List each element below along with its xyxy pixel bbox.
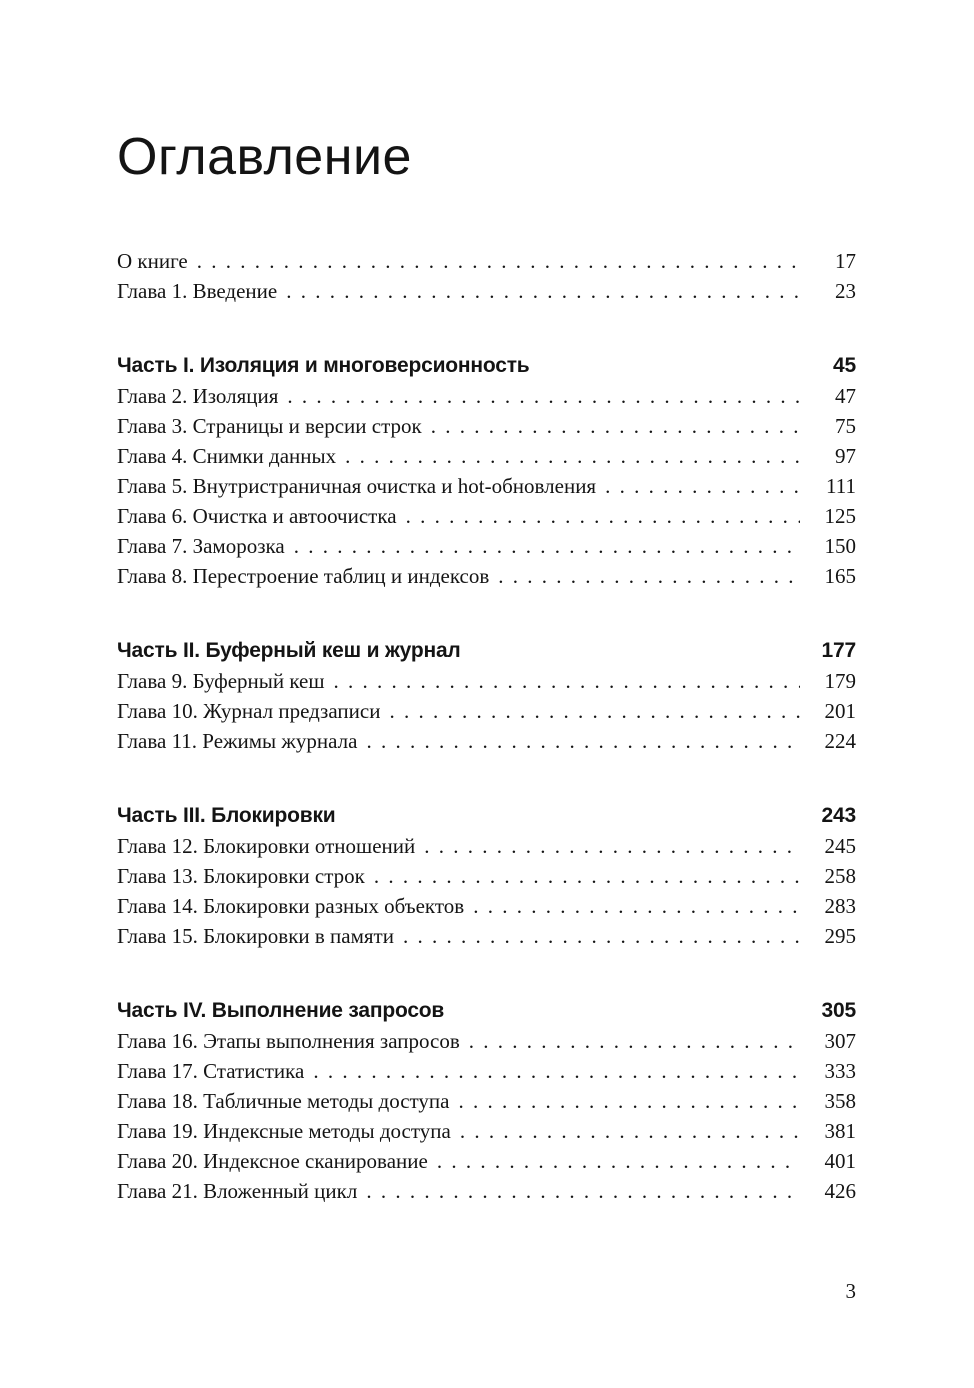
entry-label: Глава 5. Внутристраничная очистка и hot-обновления [117,474,597,498]
dot-leader [286,276,800,306]
toc-entry [117,891,856,921]
dot-leader [403,921,800,951]
entry-label: Глава 8. Перестроение таблиц и индексов [117,564,490,588]
entry-label: Глава 19. Индексные методы доступа [117,1119,451,1143]
entry-label: Глава 6. Очистка и автоочистка [117,504,397,528]
toc-part-header [117,996,856,1026]
entry-label: Глава 18. Табличные методы доступа [117,1089,450,1113]
entry-page-number: 111 [826,474,856,498]
part-page-number: 177 [821,639,856,662]
toc-part-4 [117,996,856,1206]
page-title: Оглавление [117,128,412,186]
entry-page-number: 358 [824,1089,856,1113]
entry-label: Глава 15. Блокировки в памяти [117,924,394,948]
folio-page-number: 3 [845,1279,856,1303]
entry-page-number: 307 [824,1029,856,1053]
dot-leader [431,411,800,441]
dot-leader [287,381,800,411]
entry-label: Глава 2. Изоляция [117,384,279,408]
entry-label: Глава 1. Введение [117,279,278,303]
entry-page-number: 201 [824,699,856,723]
toc-entry [117,831,856,861]
dot-leader [366,1176,800,1206]
entry-page-number: 150 [824,534,856,558]
toc-entry [117,531,856,561]
entry-page-number: 295 [824,924,856,948]
entry-label: Глава 4. Снимки данных [117,444,337,468]
toc-entry [117,441,856,471]
entry-page-number: 97 [835,444,856,468]
entry-label: Глава 11. Режимы журнала [117,729,358,753]
toc-entry [117,1146,856,1176]
entry-page-number: 258 [824,864,856,888]
toc-entry [117,561,856,591]
entry-label: О книге [117,249,188,273]
toc-entry [117,411,856,441]
dot-leader [313,1056,800,1086]
front-matter-entries [117,246,856,306]
entry-label: Глава 16. Этапы выполнения запросов [117,1029,460,1053]
dot-leader [469,1026,800,1056]
dot-leader [459,1086,801,1116]
toc-entry [117,921,856,951]
entry-page-number: 165 [824,564,856,588]
entry-label: Глава 9. Буферный кеш [117,669,325,693]
entry-label: Глава 20. Индексное сканирование [117,1149,428,1173]
toc-entry [117,501,856,531]
entry-label: Глава 10. Журнал предзаписи [117,699,381,723]
entry-label: Глава 17. Статистика [117,1059,305,1083]
toc-entry [117,861,856,891]
entry-label: Глава 12. Блокировки отношений [117,834,416,858]
entry-label: Глава 7. Заморозка [117,534,285,558]
entry-label: Глава 21. Вложенный цикл [117,1179,358,1203]
dot-leader [424,831,800,861]
entry-page-number: 426 [824,1179,856,1203]
entry-label: Глава 13. Блокировки строк [117,864,365,888]
dot-leader [294,531,800,561]
toc-entry [117,726,856,756]
dot-leader [460,1116,800,1146]
dot-leader [345,441,800,471]
dot-leader [498,561,800,591]
toc-entry [117,1086,856,1116]
dot-leader [473,891,800,921]
dot-leader [374,861,800,891]
part-page-number: 45 [833,354,856,377]
part-page-number: 243 [821,804,856,827]
dot-leader [605,471,800,501]
toc-entry [117,276,856,306]
entry-page-number: 401 [824,1149,856,1173]
entry-page-number: 75 [835,414,856,438]
toc-entry [117,1116,856,1146]
entry-page-number: 179 [824,669,856,693]
entry-page-number: 125 [824,504,856,528]
dot-leader [334,666,800,696]
toc-entry [117,696,856,726]
toc-entry [117,1026,856,1056]
toc-part-header [117,351,856,381]
part-title: Часть III. Блокировки [117,804,336,827]
entry-page-number: 224 [824,729,856,753]
toc-entry [117,471,856,501]
toc-part-header [117,636,856,666]
entry-page-number: 17 [835,249,856,273]
toc-entry [117,246,856,276]
entry-label: Глава 3. Страницы и версии строк [117,414,422,438]
entry-page-number: 381 [824,1119,856,1143]
part-title: Часть I. Изоляция и многоверсионность [117,354,530,377]
toc-part-header [117,801,856,831]
part-title: Часть II. Буферный кеш и журнал [117,639,461,662]
toc-entry [117,666,856,696]
entry-page-number: 283 [824,894,856,918]
toc-part-3 [117,801,856,951]
entry-page-number: 333 [824,1059,856,1083]
part-page-number: 305 [821,999,856,1022]
toc-part-2 [117,636,856,756]
dot-leader [389,696,800,726]
toc-entry [117,381,856,411]
part-title: Часть IV. Выполнение запросов [117,999,445,1022]
entry-page-number: 47 [835,384,856,408]
toc-entry [117,1176,856,1206]
toc-entry [117,1056,856,1086]
dot-leader [406,501,800,531]
entry-page-number: 23 [835,279,856,303]
entry-label: Глава 14. Блокировки разных объектов [117,894,465,918]
dot-leader [437,1146,800,1176]
dot-leader [197,246,800,276]
toc-part-1 [117,351,856,591]
entry-page-number: 245 [824,834,856,858]
dot-leader [366,726,800,756]
table-of-contents [117,246,856,1206]
